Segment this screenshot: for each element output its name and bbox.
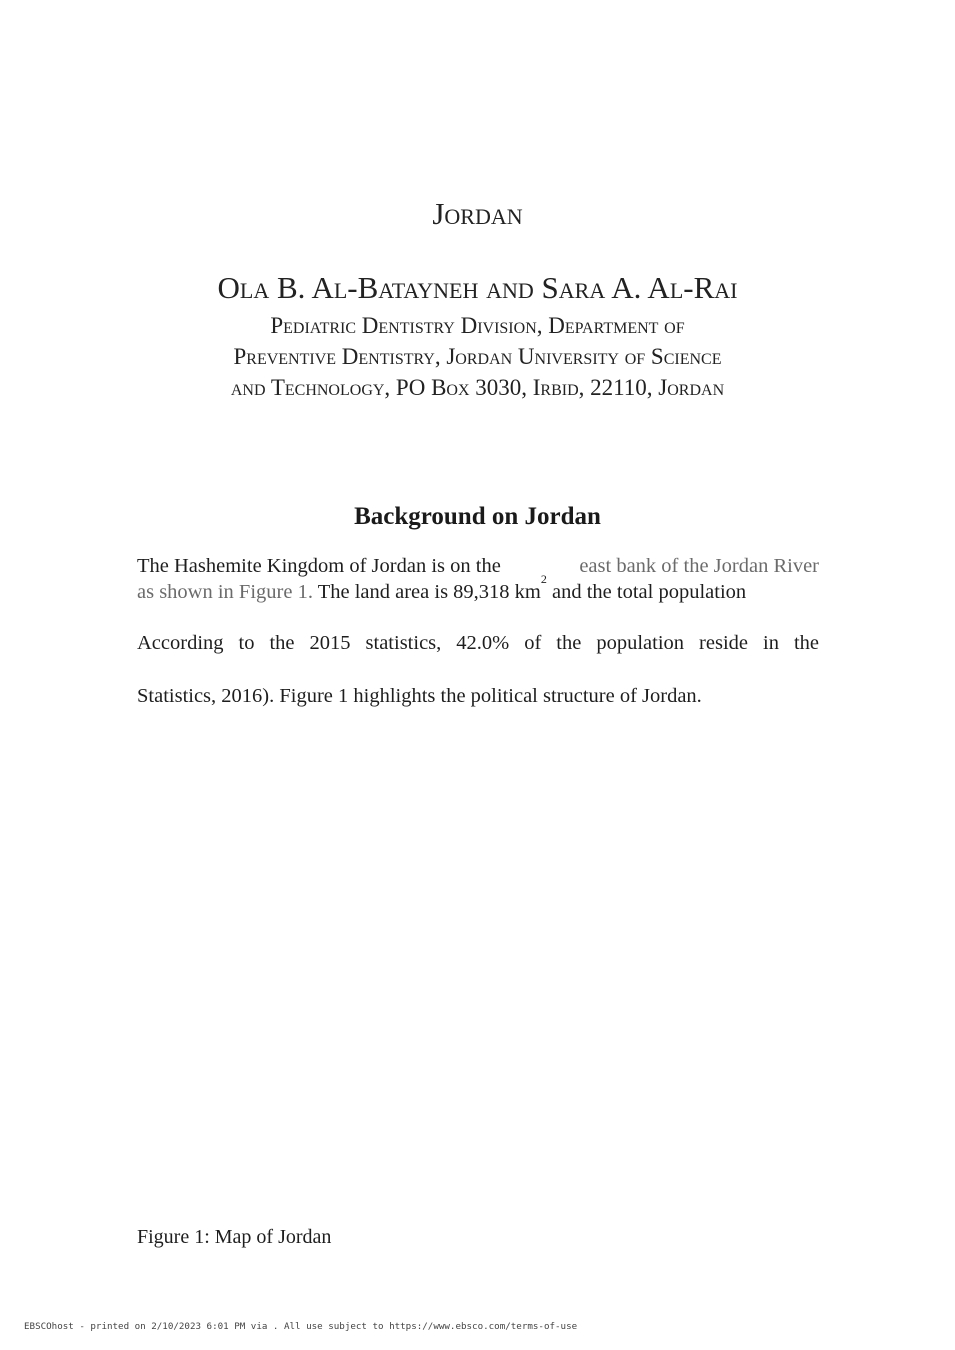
author-affiliation [0,310,955,403]
paragraph-text: . [307,581,313,603]
paragraph-line: Statistics, 2016). Figure 1 highlights the political structure of Jordan. [137,685,702,707]
section-heading: Background on Jordan [354,503,601,530]
paragraph-line [137,572,819,605]
print-footer: EBSCOhost - printed on 2/10/2023 6:01 PM via . All use subject to https://www.ebsco.com/terms-of-use [24,1321,578,1332]
body-paragraph [137,553,819,605]
body-paragraph [137,683,819,709]
affiliation-line: Pediatric Dentistry Division, Department of [270,313,685,338]
paragraph-line: According to the 2015 statistics, 42.0% of the population reside in the [137,632,819,654]
figure-reference-link[interactable]: as shown in Figure 1 [137,581,308,603]
paragraph-text: and the total population [546,581,747,603]
body-paragraph [137,630,819,656]
affiliation-line: and Technology, PO Box 3030, Irbid, 22110, Jordan [230,375,725,400]
figure-caption: Figure 1: Map of Jordan [137,1226,332,1248]
chapter-title: Jordan [432,196,523,231]
paragraph-text: The Hashemite Kingdom of Jordan is on the [137,555,506,577]
cross-reference-link[interactable]: east bank of the Jordan River [579,555,819,577]
author-names: Ola B. Al-Batayneh and Sara A. Al-Rai [217,270,738,305]
paragraph-text: The land area is 89,318 km [312,581,541,603]
paragraph-line [137,553,819,579]
affiliation-line: Preventive Dentistry, Jordan University of Science [233,344,722,369]
superscript: 2 [540,572,547,586]
